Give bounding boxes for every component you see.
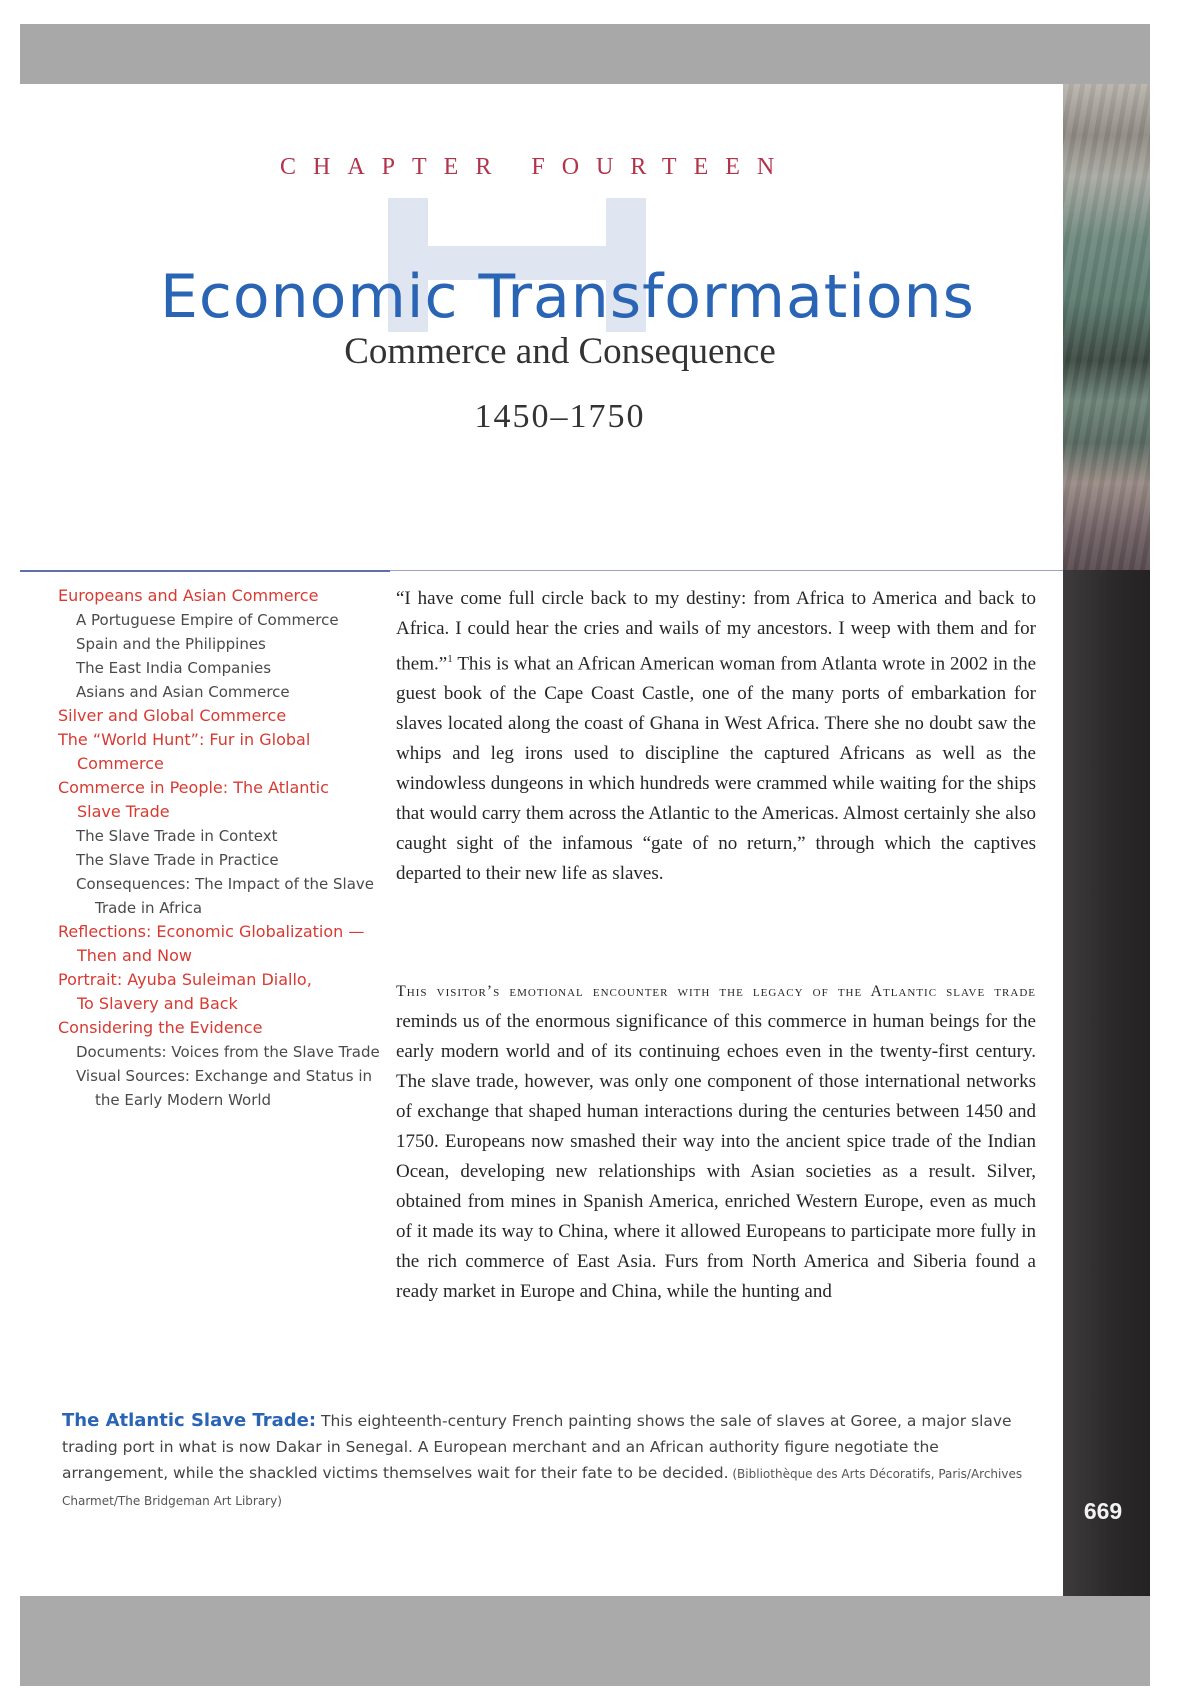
outline-line: Then and Now (77, 946, 193, 965)
outline-line: Commerce in People: The Atlantic (58, 778, 329, 797)
outline-line: The Slave Trade in Context (76, 827, 278, 845)
caption-title: The Atlantic Slave Trade: (62, 1410, 317, 1431)
outline-line: Commerce (77, 754, 164, 773)
outline-line: Asians and Asian Commerce (76, 683, 290, 701)
chapter-title: Economic Transformations (160, 262, 975, 333)
outline-line: Reflections: Economic Globalization — (58, 922, 365, 941)
outline-section-heading (58, 704, 388, 728)
outline-line: Considering the Evidence (58, 1018, 263, 1037)
outline-line: Visual Sources: Exchange and Status in (76, 1067, 372, 1085)
outline-line: the Early Modern World (95, 1091, 272, 1109)
chapter-label: CHAPTER FOURTEEN (280, 154, 792, 180)
outline-section-heading (58, 728, 388, 776)
outline-subheading (58, 680, 388, 704)
caption-text: This eighteenth-century French painting shows the sale of slaves at Goree, a major slave trading port in what is now Dakar in Senegal. A European merchant and an African authority figure negotiate the arrangement, while the shackled victims themselves wait for their fate to be decided. (62, 1412, 1012, 1482)
outline-section-heading (58, 968, 388, 1016)
chapter-outline (58, 584, 388, 1112)
outline-subheading (58, 872, 388, 920)
outline-line: Portrait: Ayuba Suleiman Diallo, (58, 970, 312, 989)
outline-line: Consequences: The Impact of the Slave (76, 875, 374, 893)
outline-line: The Slave Trade in Practice (76, 851, 279, 869)
outline-line: Documents: Voices from the Slave Trade (76, 1043, 380, 1061)
opening-vignette (396, 584, 1036, 889)
chapter-subtitle: Commerce and Consequence (344, 331, 776, 372)
outline-subheading (58, 632, 388, 656)
scan-border-bottom (20, 1596, 1150, 1686)
outline-section-heading (58, 920, 388, 968)
outline-subheading (58, 608, 388, 632)
caption-credit: (Bibliothèque des Arts Décoratifs, Paris/Archives Charmet/The Bridgeman Art Library) (62, 1467, 1023, 1508)
outline-subheading (58, 656, 388, 680)
outline-section-heading (58, 1016, 388, 1040)
outline-line: Slave Trade (77, 802, 170, 821)
outline-subheading (58, 1064, 388, 1112)
outline-section-heading (58, 776, 388, 824)
scan-border-top (20, 24, 1150, 84)
chapter-dates: 1450–1750 (474, 398, 646, 435)
outline-line: A Portuguese Empire of Commerce (76, 611, 339, 629)
outline-subheading (58, 848, 388, 872)
painting-image (1063, 84, 1150, 596)
footnote-marker: 1 (447, 653, 453, 665)
outline-line: Trade in Africa (95, 899, 203, 917)
paragraph-text: reminds us of the enormous significance of this commerce in human beings for the early modern world and of its continuing echoes even in the twenty-first century. The slave trade, however, was only one component of those international networks of exchange that shaped human interactions during the centuries between 1450 and 1750. Europeans now smashed their way into the ancient spice trade of the Indian Ocean, developing new relationships with Asian societies as a result. Silver, obtained from mines in Spanish America, enriched Western Europe, even as much of it made its way to China, where it allowed Europeans to participate more fully in the rich commerce of East Asia. Furs from North America and Siberia found a ready market in Europe and China, while the hunting and (396, 1011, 1036, 1302)
dark-margin-band (1063, 570, 1150, 1596)
quote-context: This is what an African American woman from Atlanta wrote in 2002 in the guest book of the Cape Coast Castle, one of the many ports of embarkation for slaves located along the coast of Ghana in West Africa. There she no doubt saw the whips and leg irons used to discipline the captured Africans as well as the windowless dungeons in which hundreds were crammed while waiting for the ships that would carry them across the Atlantic to the Americas. Almost certainly she also caught sight of the infamous “gate of no return,” through which the captives departed to their new life as slaves. (396, 653, 1036, 885)
body-paragraph (396, 976, 1036, 1307)
quote-text: “I have come full circle back to my destiny: from Africa to America and back to Africa. I could hear the cries and wails of my ancestors. I weep with them and for them.” (396, 588, 1036, 675)
outline-line: The “World Hunt”: Fur in Global (58, 730, 311, 749)
page-number: 669 (1083, 1498, 1123, 1524)
outline-line: The East India Companies (76, 659, 272, 677)
outline-line: Silver and Global Commerce (58, 706, 287, 725)
divider-rule (390, 570, 1063, 571)
figure-caption (62, 1408, 1042, 1514)
outline-line: Europeans and Asian Commerce (58, 586, 319, 605)
outline-line: To Slavery and Back (77, 994, 238, 1013)
outline-subheading (58, 1040, 388, 1064)
outline-section-heading (58, 584, 388, 608)
outline-line: Spain and the Philippines (76, 635, 266, 653)
divider-rule (20, 570, 390, 572)
lead-in-smallcaps: This visitor’s emotional encounter with the legacy of the Atlantic slave trade (396, 983, 1036, 1000)
outline-subheading (58, 824, 388, 848)
